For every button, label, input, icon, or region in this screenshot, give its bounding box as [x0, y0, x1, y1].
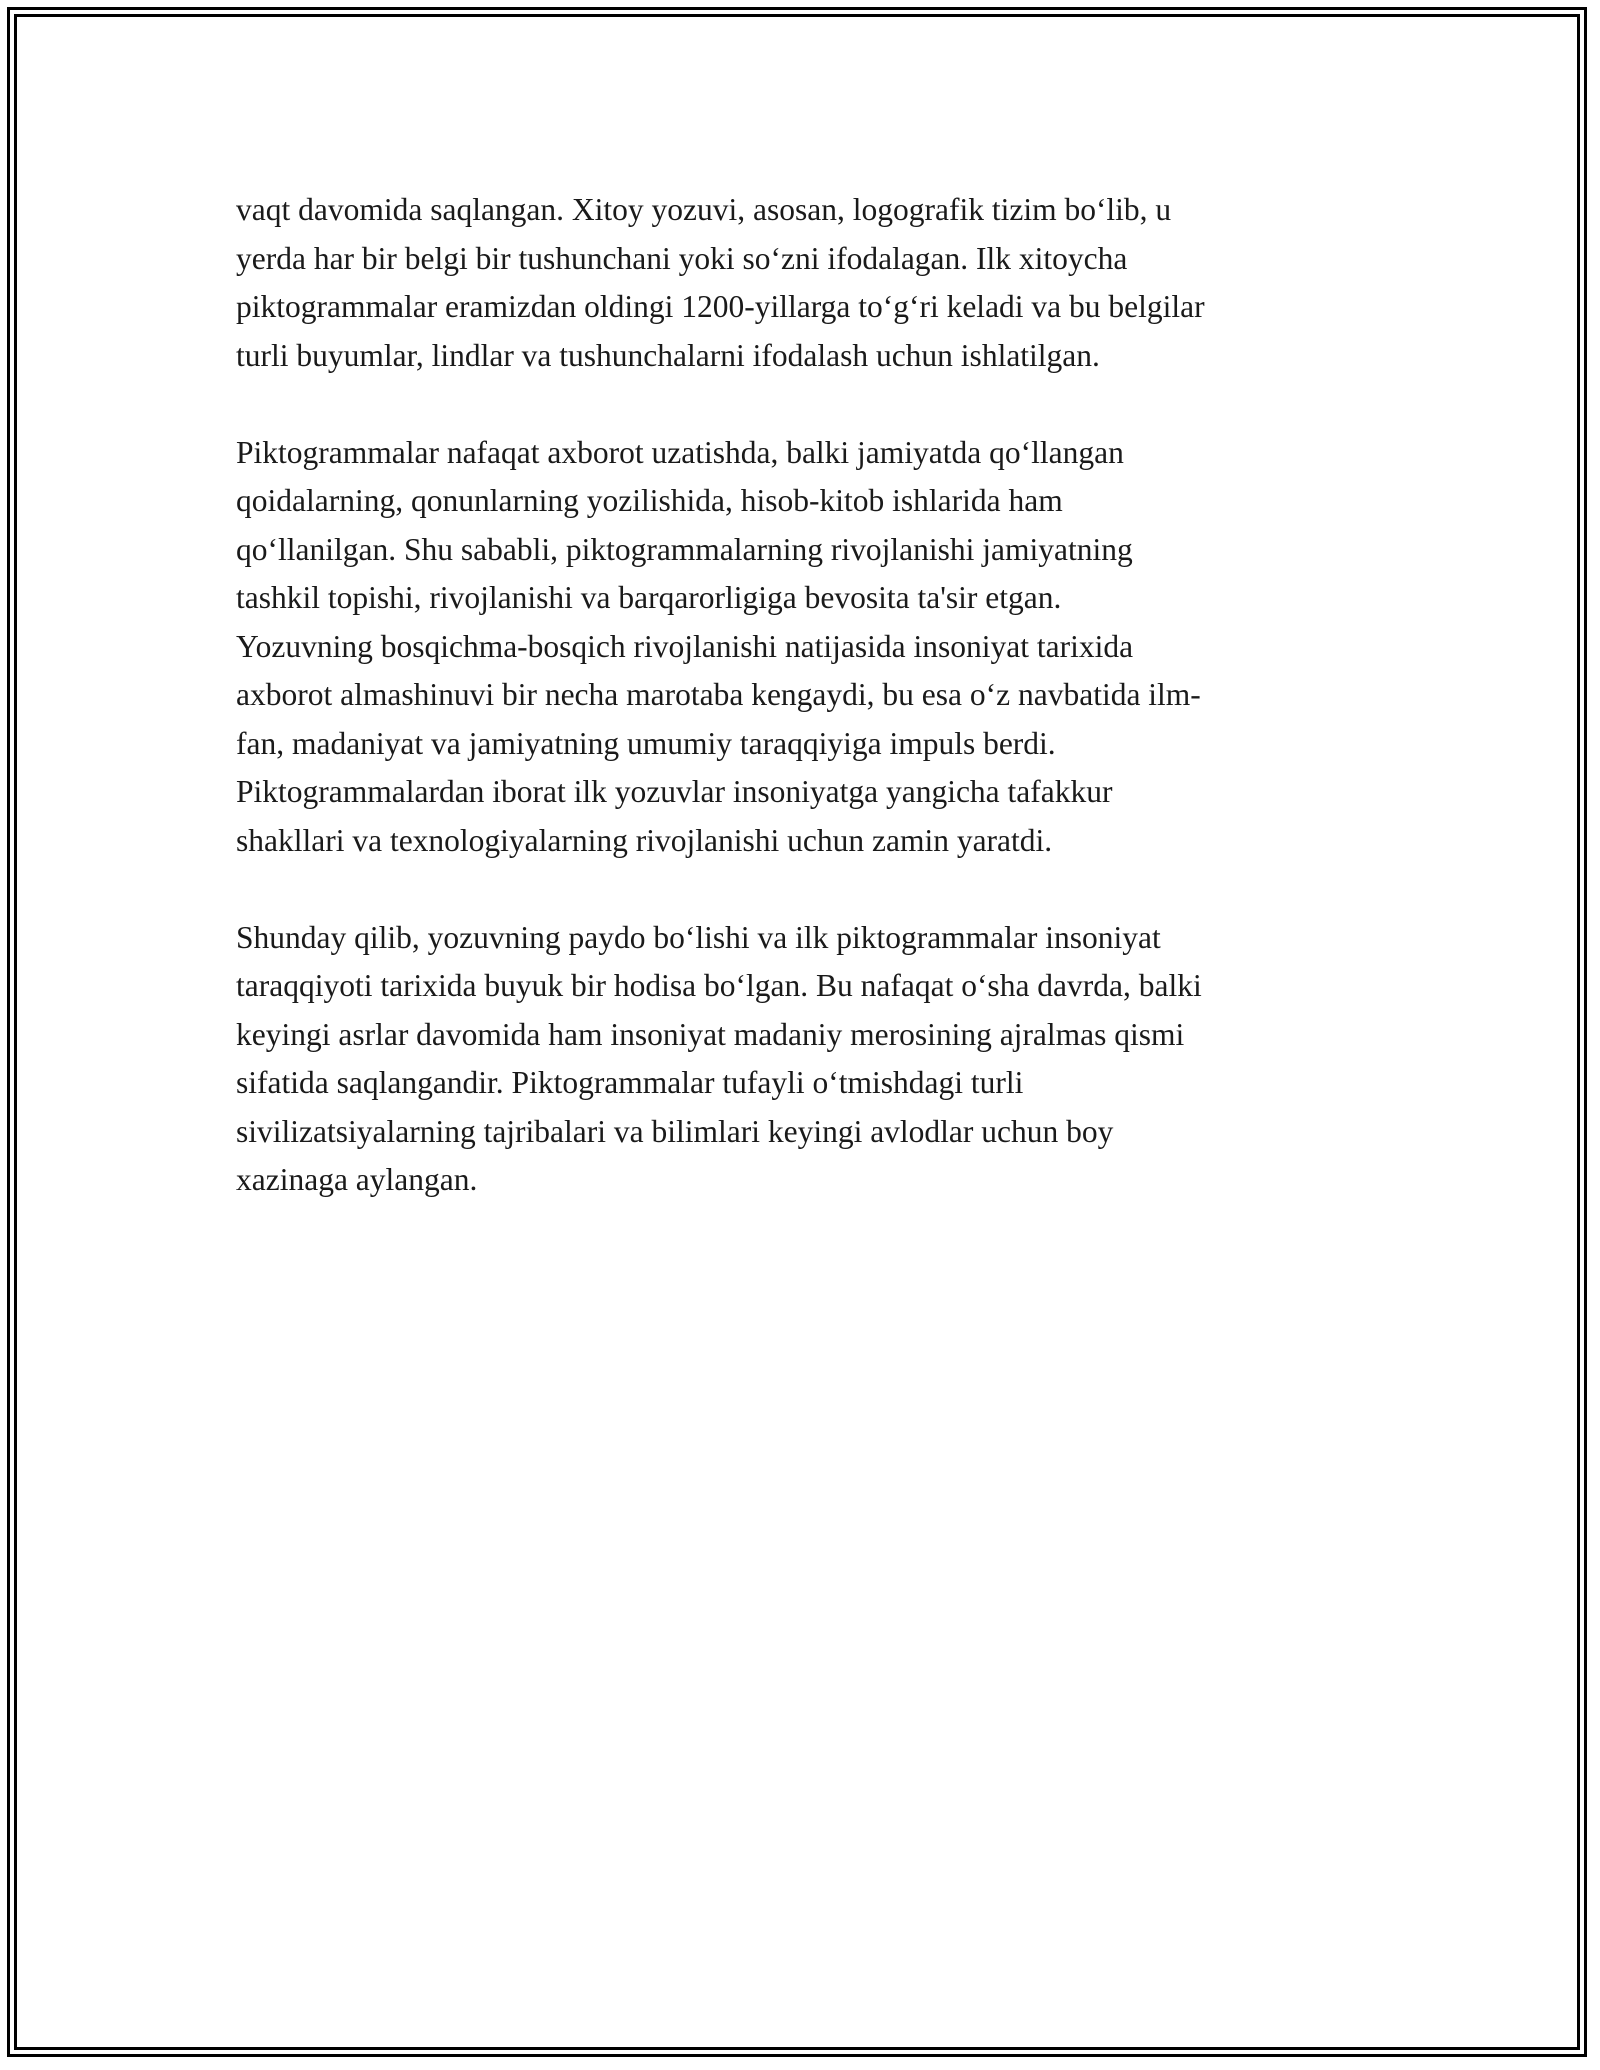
document-body	[236, 186, 1376, 1205]
paragraph-1: vaqt davomida saqlangan. Xitoy yozuvi, asosan, logografik tizim bo‘lib, u yerda har bir belgi bir tushunchani yoki so‘zni ifodalagan. Ilk xitoycha piktogrammalar eramizdan oldingi 1200-yillarga to‘g‘ri keladi va bu belgilar turli buyumlar, lindlar va tushunchalarni ifodalash uchun ishlatilgan.	[236, 192, 1205, 373]
paragraph-2: Piktogrammalar nafaqat axborot uzatishda, balki jamiyatda qo‘llangan qoidalarning, qonunlarning yozilishida, hisob-kitob ishlarida ham qo‘llanilgan. Shu sababli, piktogrammalarning rivojlanishi jamiyatning tashkil topishi, rivojlanishi va barqarorligiga bevosita ta'sir etgan. Yozuvning bosqichma-bosqich rivojlanishi natijasida insoniyat tarixida axborot almashinuvi bir necha marotaba kengaydi, bu esa o‘z navbatida ilm- fan, madaniyat va jamiyatning umumiy taraqqiyiga impuls berdi. Piktogrammalardan iborat ilk yozuvlar insoniyatga yangicha tafakkur shakllari va texnologiyalarning rivojlanishi uchun zamin yaratdi.	[236, 434, 1201, 858]
paragraph-3: Shunday qilib, yozuvning paydo bo‘lishi va ilk piktogrammalar insoniyat taraqqiyoti tarixida buyuk bir hodisa bo‘lgan. Bu nafaqat o‘sha davrda, balki keyingi asrlar davomida ham insoniyat madaniy merosining ajralmas qismi sifatida saqlangandir. Piktogrammalar tufayli o‘tmishdagi turli sivilizatsiyalarning tajribalari va bilimlari keyingi avlodlar uchun boy xazinaga aylangan.	[236, 919, 1202, 1197]
